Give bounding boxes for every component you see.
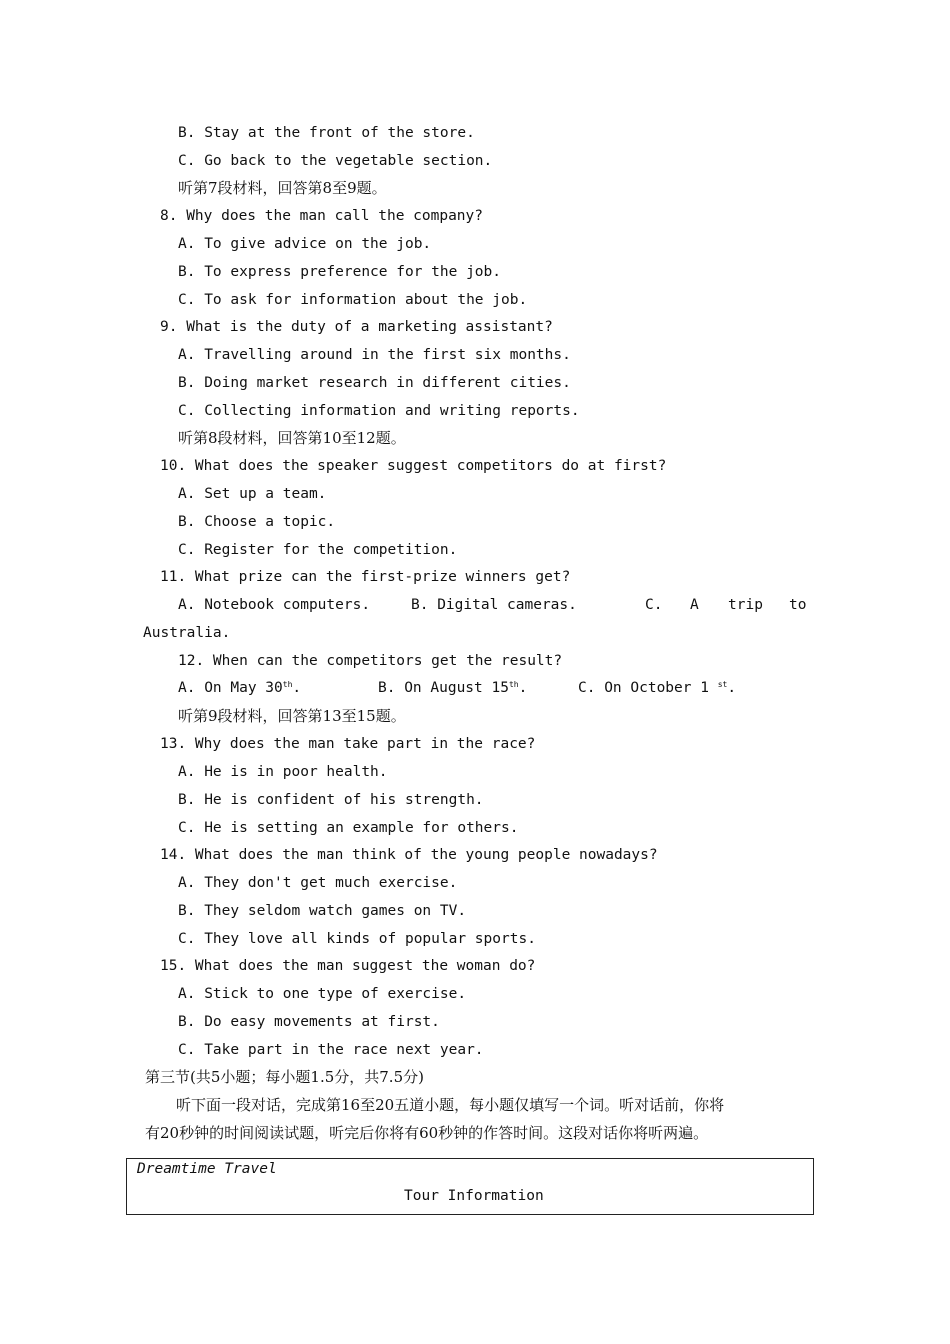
question-12: 12. When can the competitors get the result? [178, 653, 563, 669]
option-line: B. They seldom watch games on TV. [178, 903, 467, 919]
instruction-text: 有20秒钟的时间阅读试题，听完后你将有60秒钟的作答时间。这段对话你将听两遍。 [145, 1124, 709, 1142]
option-c-word: trip [728, 597, 763, 613]
option-a: A. Notebook computers. [178, 597, 371, 613]
option-line: B. To express preference for the job. [178, 264, 502, 280]
brand-name: Dreamtime Travel [137, 1161, 277, 1177]
option-line: C. Collecting information and writing reports. [178, 403, 580, 419]
option-line: C. Go back to the vegetable section. [178, 153, 493, 169]
option-c: C. On October 1 $^{st}$. [578, 680, 737, 696]
option-line: C. He is setting an example for others. [178, 820, 519, 836]
question-10: 10. What does the speaker suggest competitors do at first? [160, 458, 667, 474]
option-c-wrap: Australia. [143, 625, 231, 641]
option-line: B. Do easy movements at first. [178, 1014, 440, 1030]
option-line: C. Register for the competition. [178, 542, 458, 558]
option-line: B. Stay at the front of the store. [178, 125, 475, 141]
tour-info-table [126, 1158, 814, 1215]
table-title: Tour Information [404, 1188, 544, 1204]
option-line: A. Travelling around in the first six months. [178, 347, 571, 363]
option-a: A. On May 30th. [178, 680, 302, 696]
section-instruction: 听第9段材料，回答第13至15题。 [178, 707, 406, 725]
section-instruction: 听第7段材料，回答第8至9题。 [178, 179, 387, 197]
question-9: 9. What is the duty of a marketing assistant? [160, 319, 553, 335]
option-line: C. To ask for information about the job. [178, 292, 528, 308]
option-line: A. Stick to one type of exercise. [178, 986, 467, 1002]
option-line: B. Choose a topic. [178, 514, 336, 530]
question-13: 13. Why does the man take part in the race? [160, 736, 536, 752]
option-c-word: to [789, 597, 807, 613]
option-line: A. They don't get much exercise. [178, 875, 458, 891]
option-line: A. To give advice on the job. [178, 236, 432, 252]
option-line: A. He is in poor health. [178, 764, 388, 780]
question-14: 14. What does the man think of the young people nowadays? [160, 847, 658, 863]
question-8: 8. Why does the man call the company? [160, 208, 484, 224]
question-11: 11. What prize can the first-prize winners get? [160, 569, 571, 585]
option-c-word: A [690, 597, 699, 613]
option-b: B. Digital cameras. [411, 597, 577, 613]
option-line: B. He is confident of his strength. [178, 792, 484, 808]
section-heading: 第三节(共5小题；每小题1.5分，共7.5分) [145, 1068, 424, 1086]
section-instruction: 听第8段材料，回答第10至12题。 [178, 429, 406, 447]
option-line: A. Set up a team. [178, 486, 327, 502]
option-b: B. On August 15th. [378, 680, 528, 696]
option-line: B. Doing market research in different cities. [178, 375, 571, 391]
instruction-text: 听下面一段对话，完成第16至20五道小题，每小题仅填写一个词。听对话前，你将 [176, 1096, 725, 1114]
option-line: C. They love all kinds of popular sports. [178, 931, 536, 947]
option-line: C. Take part in the race next year. [178, 1042, 484, 1058]
question-15: 15. What does the man suggest the woman do? [160, 958, 536, 974]
option-c-label: C. [645, 597, 663, 613]
